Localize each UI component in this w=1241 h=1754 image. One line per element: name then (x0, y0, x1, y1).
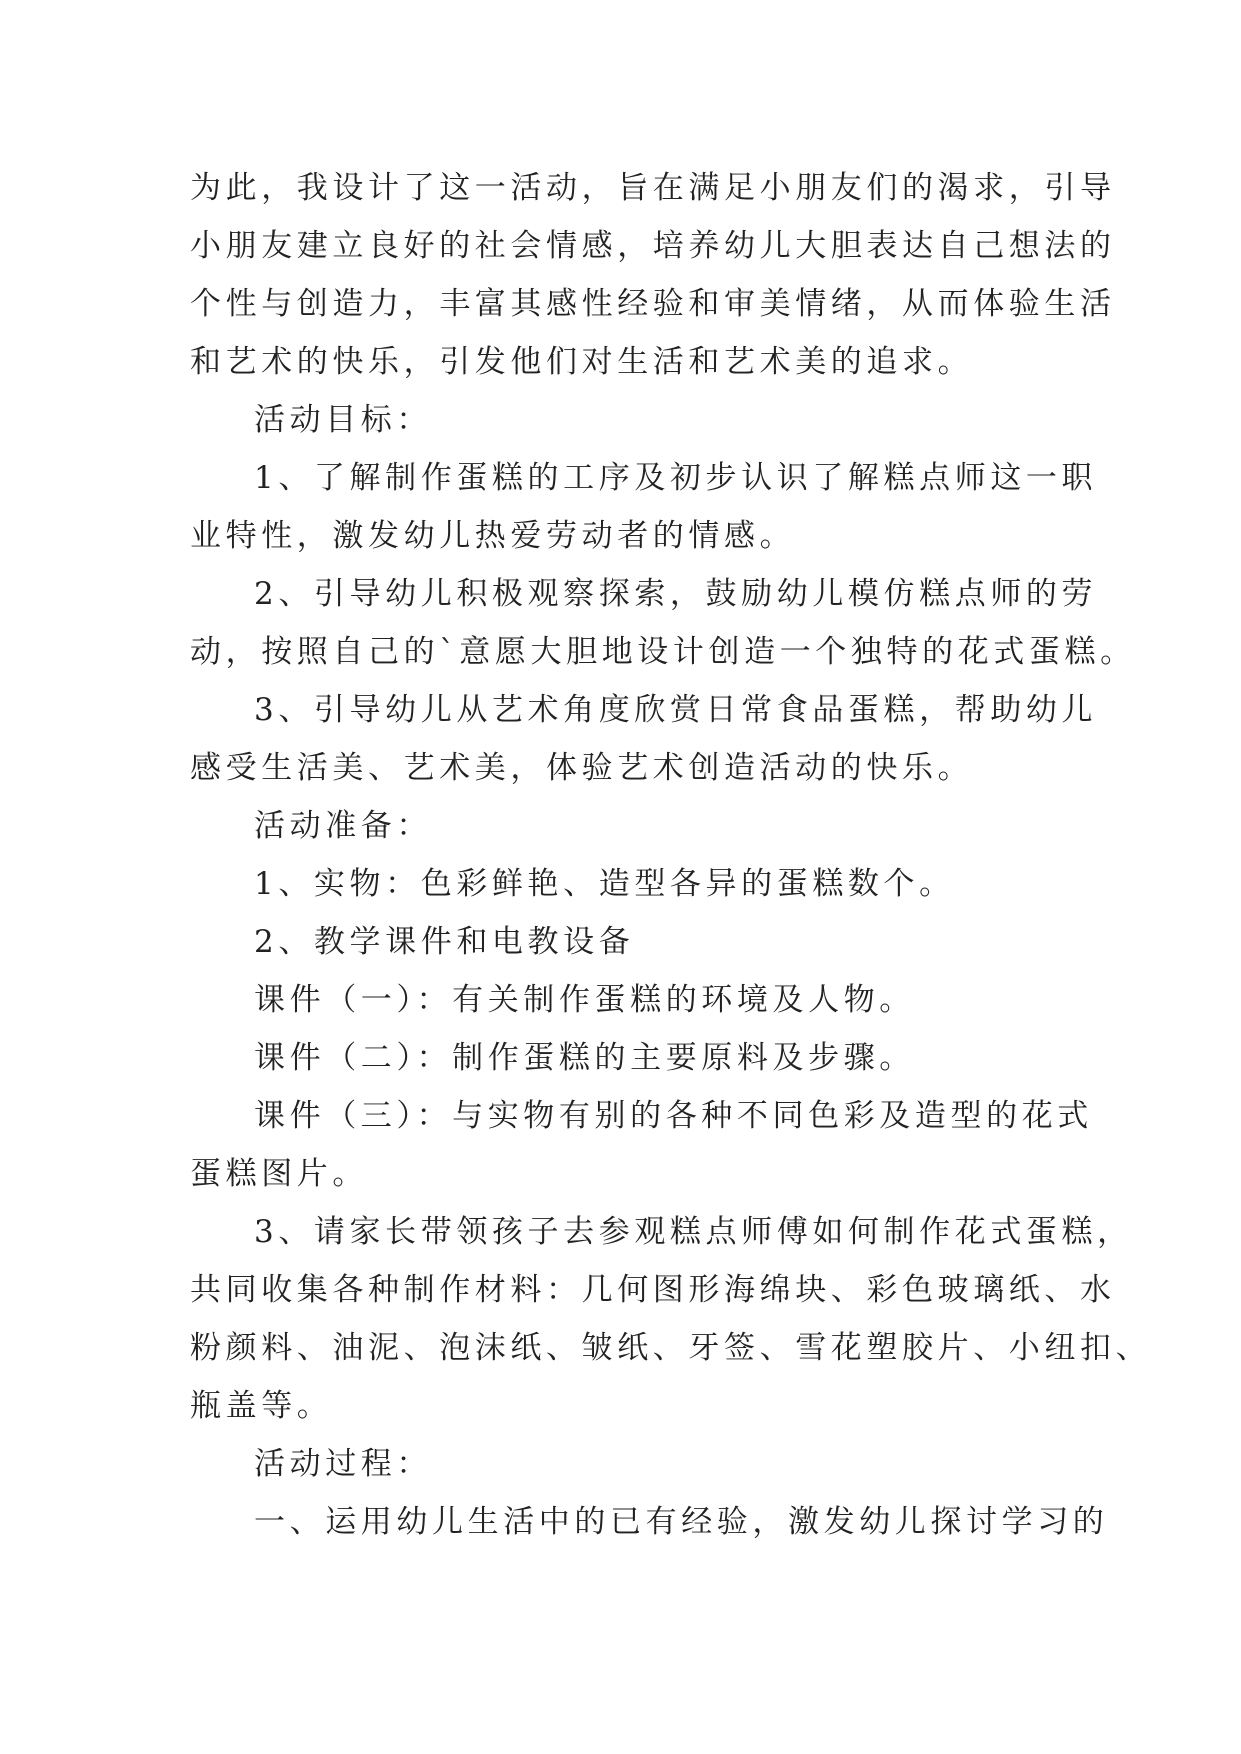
text-line: 课件（三）：与实物有别的各种不同色彩及造型的花式 (254, 1098, 1093, 1134)
text-line: 课件（二）：制作蛋糕的主要原料及步骤。 (254, 1040, 915, 1076)
section-heading: 活动目标： (254, 402, 432, 438)
text-line: 瓶盖等。 (190, 1388, 333, 1424)
text-line: 1、了解制作蛋糕的工序及初步认识了解糕点师这一职 (254, 460, 1098, 496)
text-line: 感受生活美、艺术美，体验艺术创造活动的快乐。 (190, 750, 974, 786)
text-line: 粉颜料、油泥、泡沫纸、皱纸、牙签、雪花塑胶片、小纽扣、 (190, 1330, 1152, 1366)
text-line: 业特性，激发幼儿热爱劳动者的情感。 (190, 518, 796, 554)
text-line: 1、实物：色彩鲜艳、造型各异的蛋糕数个。 (254, 866, 955, 902)
text-line: 共同收集各种制作材料：几何图形海绵块、彩色玻璃纸、水 (190, 1272, 1116, 1308)
text-line: 2、引导幼儿积极观察探索，鼓励幼儿模仿糕点师的劳 (254, 576, 1098, 612)
text-line: 小朋友建立良好的社会情感，培养幼儿大胆表达自己想法的 (190, 228, 1116, 264)
text-line: 为此，我设计了这一活动，旨在满足小朋友们的渴求，引导 (190, 170, 1116, 206)
text-line: 和艺术的快乐，引发他们对生活和艺术美的追求。 (190, 344, 974, 380)
text-line: 动，按照自己的`意愿大胆地设计创造一个独特的花式蛋糕。 (190, 634, 1136, 670)
section-heading: 活动准备： (254, 808, 432, 844)
text-line: 蛋糕图片。 (190, 1156, 368, 1192)
text-line: 个性与创造力，丰富其感性经验和审美情绪，从而体验生活 (190, 286, 1116, 322)
text-line: 课件（一）：有关制作蛋糕的环境及人物。 (254, 982, 915, 1018)
text-line: 3、引导幼儿从艺术角度欣赏日常食品蛋糕，帮助幼儿 (254, 692, 1098, 728)
text-line: 3、请家长带领孩子去参观糕点师傅如何制作花式蛋糕， (254, 1214, 1133, 1250)
text-line: 一、运用幼儿生活中的已有经验，激发幼儿探讨学习的 (254, 1504, 1109, 1540)
text-line: 2、教学课件和电教设备 (254, 924, 635, 960)
section-heading: 活动过程： (254, 1446, 432, 1482)
